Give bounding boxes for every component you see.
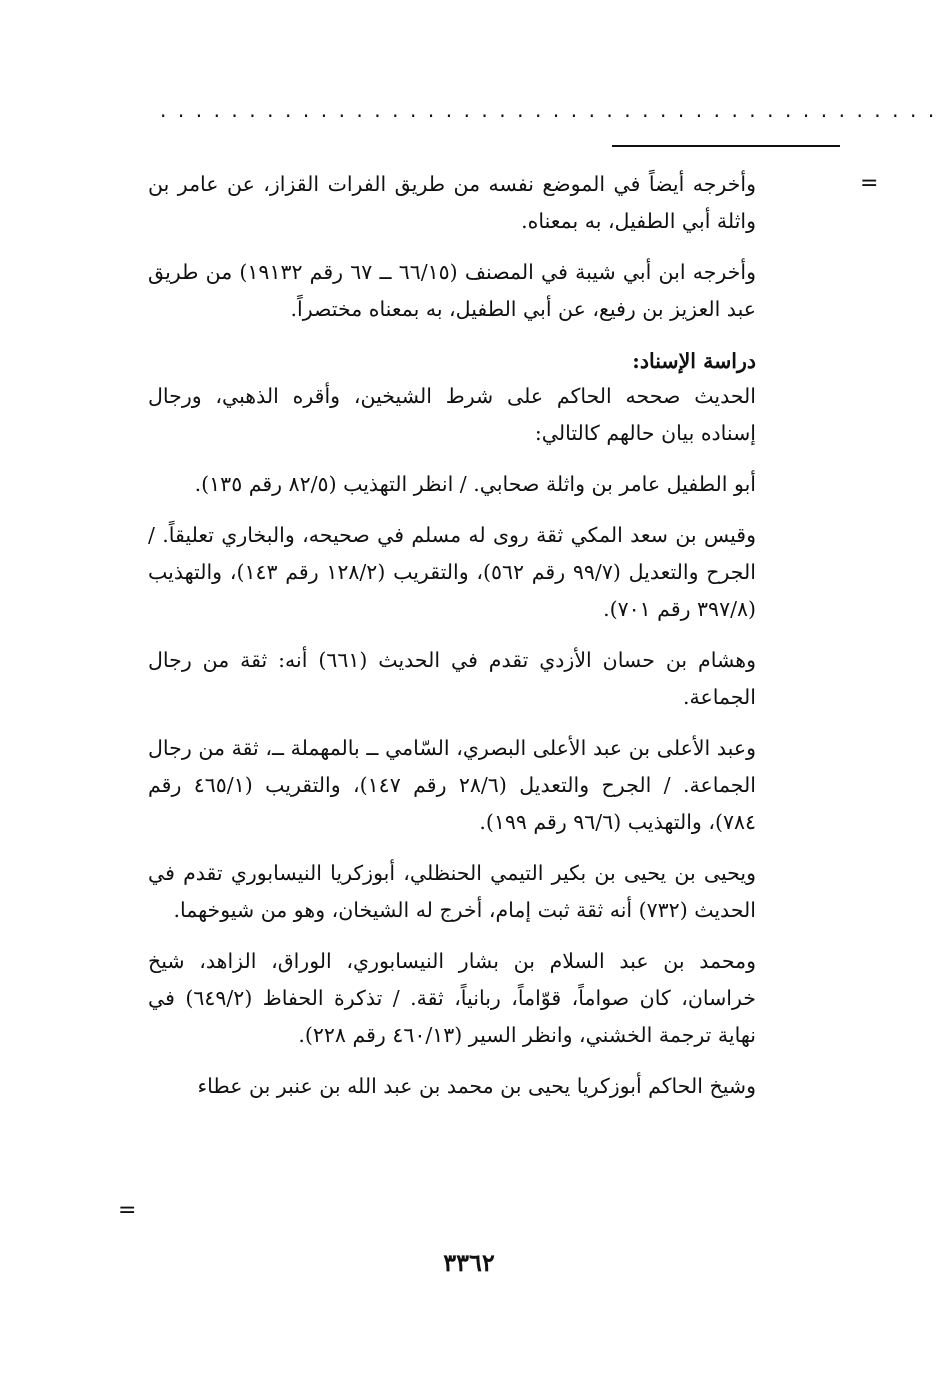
header-dotted-line: ............................................ xyxy=(160,98,946,122)
page-body xyxy=(148,166,756,1119)
paragraph-1: وأخرجه أيضاً في الموضع نفسه من طريق الفرات القزاز، عن عامر بن واثلة أبي الطفيل، به بمعناه. xyxy=(148,172,756,233)
paragraph-4: أبو الطفيل عامر بن واثلة صحابي. / انظر التهذيب (٨٢/٥ رقم ١٣٥). xyxy=(194,472,756,496)
paragraph-8: ويحيى بن يحيى بن بكير التيمي الحنظلي، أبوزكريا النيسابوري تقدم في الحديث (٧٣٢) أنه ثقة ثبت إمام، أخرج له الشيخان، وهو من شيوخهما. xyxy=(148,861,756,922)
continuation-mark-top: = xyxy=(860,171,879,196)
footnote-separator-rule xyxy=(612,145,840,147)
section-heading: دراسة الإسناد: xyxy=(632,349,756,373)
paragraph-3: الحديث صححه الحاكم على شرط الشيخين، وأقره الذهبي، ورجال إسناده بيان حالهم كالتالي: xyxy=(148,384,756,445)
paragraph-10: وشيخ الحاكم أبوزكريا يحيى بن محمد بن عبد الله بن عنبر بن عطاء xyxy=(197,1074,756,1098)
paragraph-5: وقيس بن سعد المكي ثقة روى له مسلم في صحيحه، والبخاري تعليقاً. / الجرح والتعديل (٩٩/٧ رقم ٥٦٢)، والتقريب (١٢٨/٢ رقم ١٤٣)، والتهذيب (٣٩٧/٨ رقم ٧٠١). xyxy=(148,523,756,621)
paragraph-7: وعبد الأعلى بن عبد الأعلى البصري، السّامي ــ بالمهملة ــ، ثقة من رجال الجماعة. / الجرح والتعديل (٢٨/٦ رقم ١٤٧)، والتقريب (٤٦٥/١ رقم ٧٨٤)، والتهذيب (٩٦/٦ رقم ١٩٩). xyxy=(148,736,756,834)
continuation-mark-bottom: = xyxy=(118,1198,137,1223)
paragraph-9: ومحمد بن عبد السلام بن بشار النيسابوري، الوراق، الزاهد، شيخ خراسان، كان صواماً، قوّاماً، ربانياً، ثقة. / تذكرة الحفاظ (٦٤٩/٢) في نهاية ترجمة الخشني، وانظر السير (٤٦٠/١٣ رقم ٢٢٨). xyxy=(148,949,756,1047)
paragraph-2: وأخرجه ابن أبي شيبة في المصنف (٦٦/١٥ ــ ٦٧ رقم ١٩١٣٢) من طريق عبد العزيز بن رفيع، عن أبي الطفيل، به بمعناه مختصراً. xyxy=(148,260,756,321)
page-number: ٣٣٦٢ xyxy=(443,1248,495,1277)
paragraph-6: وهشام بن حسان الأزدي تقدم في الحديث (٦٦١) أنه: ثقة من رجال الجماعة. xyxy=(148,648,756,709)
